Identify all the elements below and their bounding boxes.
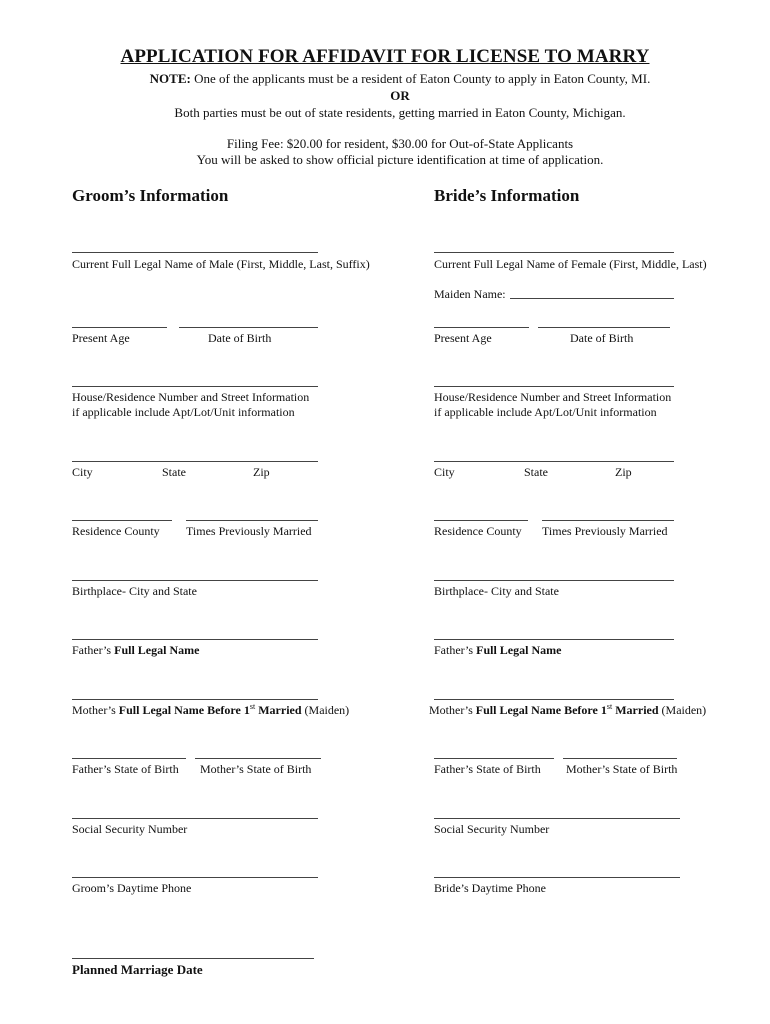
groom-times-married-field[interactable] [186,520,318,521]
bride-county-label: Residence County [434,524,522,538]
groom-father-name-field[interactable] [72,639,318,640]
note-text: One of the applicants must be a resident of Eaton County to apply in Eaton County, MI. [194,71,651,86]
or-separator: OR [390,88,410,103]
page-title: APPLICATION FOR AFFIDAVIT FOR LICENSE TO MARRY [120,46,650,67]
groom-phone-label: Groom’s Daytime Phone [72,881,192,895]
groom-mother-sup: st [249,702,256,711]
bride-phone-field[interactable] [434,877,680,878]
bride-age-field[interactable] [434,327,529,328]
bride-mother-state-field[interactable] [563,758,677,759]
groom-mother-name-label [72,703,349,718]
groom-city-state-zip-field[interactable] [72,461,318,462]
bride-name-field[interactable] [434,252,674,253]
bride-times-married-field[interactable] [542,520,674,521]
bride-times-married-label: Times Previously Married [542,524,668,538]
bride-zip-label: Zip [615,465,632,479]
groom-mother-state-label: Mother’s State of Birth [200,762,312,776]
bride-address-label-2: if applicable include Apt/Lot/Unit information [434,405,657,419]
groom-address-field[interactable] [72,386,318,387]
groom-father-name-label [72,643,199,658]
note-label: NOTE: [149,71,191,86]
bride-name-label: Current Full Legal Name of Female (First, Middle, Last) [434,257,707,271]
bride-mother-bold-b: Married [612,703,659,717]
groom-mother-name-field[interactable] [72,699,318,700]
groom-birthplace-field[interactable] [72,580,318,581]
bride-dob-field[interactable] [538,327,670,328]
bride-mother-bold-a: Full Legal Name Before 1 [475,703,607,717]
groom-county-field[interactable] [72,520,172,521]
groom-ssn-label: Social Security Number [72,822,188,836]
groom-father-prefix: Father’s [72,643,115,657]
bride-ssn-label: Social Security Number [434,822,550,836]
bride-maiden-field[interactable] [510,298,674,299]
bride-mother-state-label: Mother’s State of Birth [566,762,678,776]
groom-address-label-1: House/Residence Number and Street Information [72,390,310,404]
bride-father-state-field[interactable] [434,758,554,759]
planned-date-field[interactable] [72,958,314,959]
bride-county-field[interactable] [434,520,528,521]
groom-dob-label: Date of Birth [208,331,272,345]
groom-state-label: State [162,465,186,479]
bride-maiden-label: Maiden Name: [434,287,506,301]
groom-dob-field[interactable] [179,327,318,328]
groom-ssn-field[interactable] [72,818,318,819]
bride-dob-label: Date of Birth [570,331,634,345]
bride-mother-name-label [429,703,706,718]
bride-father-bold: Full Legal Name [476,643,562,657]
bride-father-prefix: Father’s [434,643,477,657]
groom-city-label: City [72,465,93,479]
bride-city-label: City [434,465,455,479]
bride-ssn-field[interactable] [434,818,680,819]
groom-county-label: Residence County [72,524,160,538]
groom-father-state-field[interactable] [72,758,186,759]
groom-mother-bold-a: Full Legal Name Before 1 [118,703,250,717]
groom-mother-prefix: Mother’s [72,703,119,717]
bride-birthplace-field[interactable] [434,580,674,581]
identification-note: You will be asked to show official picture identification at time of application. [196,152,604,167]
groom-name-label: Current Full Legal Name of Male (First, Middle, Last, Suffix) [72,257,370,271]
groom-mother-suffix: (Maiden) [301,703,350,717]
bride-father-state-label: Father’s State of Birth [434,762,541,776]
bride-father-name-label [434,643,561,658]
bride-phone-label: Bride’s Daytime Phone [434,881,546,895]
groom-zip-label: Zip [253,465,270,479]
groom-phone-field[interactable] [72,877,318,878]
groom-mother-bold-b: Married [255,703,302,717]
bride-mother-suffix: (Maiden) [658,703,707,717]
bride-city-state-zip-field[interactable] [434,461,674,462]
groom-father-state-label: Father’s State of Birth [72,762,179,776]
groom-birthplace-label: Birthplace- City and State [72,584,197,598]
groom-age-field[interactable] [72,327,167,328]
groom-address-label-2: if applicable include Apt/Lot/Unit information [72,405,295,419]
bride-age-label: Present Age [434,331,492,345]
bride-mother-sup: st [606,702,613,711]
groom-age-label: Present Age [72,331,130,345]
note-line [0,71,770,87]
bride-state-label: State [524,465,548,479]
groom-father-bold: Full Legal Name [114,643,200,657]
bride-mother-prefix: Mother’s [429,703,476,717]
bride-mother-name-field[interactable] [434,699,674,700]
filing-fee: Filing Fee: $20.00 for resident, $30.00 for Out-of-State Applicants [226,136,574,151]
groom-name-field[interactable] [72,252,318,253]
bride-address-label-1: House/Residence Number and Street Information [434,390,672,404]
bride-address-field[interactable] [434,386,674,387]
bride-birthplace-label: Birthplace- City and State [434,584,559,598]
groom-mother-state-field[interactable] [195,758,321,759]
planned-date-label: Planned Marriage Date [72,962,203,977]
bride-heading: Bride’s Information [434,186,580,205]
out-of-state-note: Both parties must be out of state residents, getting married in Eaton County, Michigan. [174,105,626,120]
groom-times-married-label: Times Previously Married [186,524,312,538]
bride-father-name-field[interactable] [434,639,674,640]
groom-heading: Groom’s Information [72,186,229,205]
